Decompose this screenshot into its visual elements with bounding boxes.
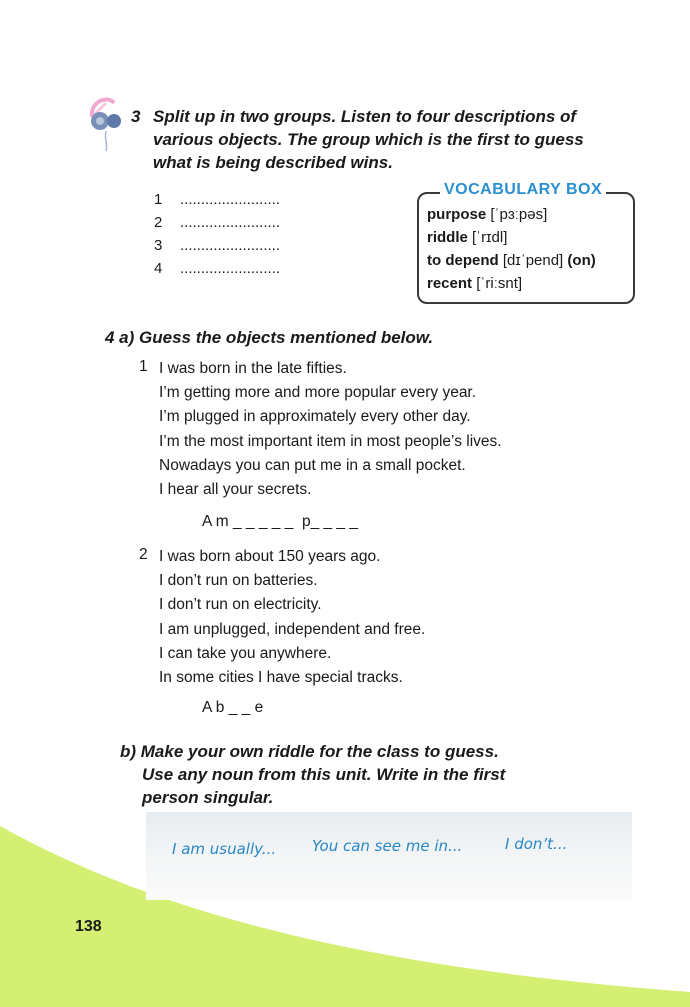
vocab-entry (427, 203, 596, 226)
riddle-line: I don’t run on electricity. (159, 596, 322, 614)
riddle-line: I was born in the late fifties. (159, 360, 347, 377)
riddle-line: I hear all your secrets. (159, 481, 312, 499)
riddle-1 (159, 357, 502, 502)
vocab-word: to depend (427, 252, 499, 269)
exercise-4b-instruction (120, 740, 505, 809)
instruction-line: what is being described wins. (153, 153, 393, 172)
blank-number: 4 (154, 260, 163, 277)
riddle-line: Nowadays you can put me in a small pocket. (159, 456, 466, 474)
exercise-4a-heading: 4 a) Guess the objects mentioned below. (105, 328, 434, 347)
riddle-line: I don’t run on batteries. (159, 572, 318, 590)
riddle-line: I’m getting more and more popular every year. (159, 384, 477, 402)
instruction-line: person singular. (142, 788, 274, 807)
instruction-line: b) Make your own riddle for the class to guess. (120, 742, 499, 761)
vocab-entry (427, 272, 596, 295)
vocab-word: recent (427, 275, 473, 292)
vocab-extra: (on) (567, 252, 596, 269)
riddle-line: In some cities I have special tracks. (159, 669, 403, 687)
vocab-entry (427, 249, 596, 272)
headphones-icon (84, 91, 128, 153)
blank-number: 2 (154, 214, 163, 231)
sentence-starter: You can see me in... (312, 837, 463, 855)
riddle-line: I’m plugged in approximately every other day. (159, 408, 471, 426)
vocab-ipa: [dɪˈpend] (502, 252, 564, 269)
blank-dots: ........................ (180, 214, 281, 231)
instruction-line: various objects. The group which is the first to guess (153, 130, 584, 149)
blank-dots: ........................ (180, 191, 281, 208)
vocabulary-entries (427, 203, 596, 295)
sentence-starter: I am usually... (172, 840, 277, 858)
answer-blanks-list (154, 188, 280, 280)
vocab-entry (427, 226, 596, 249)
vocab-ipa: [ˈrɪdl] (472, 229, 508, 246)
answer-blank[interactable] (154, 211, 280, 234)
instruction-line: Split up in two groups. Listen to four descriptions of (153, 107, 577, 126)
exercise-3-instruction (153, 105, 584, 174)
riddle-line: I am unplugged, independent and free. (159, 620, 426, 638)
blank-number: 1 (154, 191, 163, 208)
sentence-starter: I don’t... (505, 835, 568, 853)
exercise-3-number: 3 (131, 107, 141, 126)
riddle-1-answer: A m _ _ _ _ _ p_ _ _ _ (202, 513, 358, 530)
vocab-word: purpose (427, 206, 487, 223)
riddle-line: I’m the most important item in most people’s lives. (159, 432, 502, 450)
riddle-line: I was born about 150 years ago. (159, 548, 381, 565)
riddle-1-number: 1 (139, 358, 148, 375)
riddle-2-number: 2 (139, 546, 148, 563)
riddle-2 (159, 545, 425, 690)
answer-blank[interactable] (154, 234, 280, 257)
vocabulary-box-title: VOCABULARY BOX (440, 181, 606, 199)
blank-dots: ........................ (180, 260, 281, 277)
vocab-word: riddle (427, 229, 468, 246)
instruction-line: Use any noun from this unit. Write in the first (142, 765, 506, 784)
riddle-2-answer: A b _ _ e (202, 699, 264, 716)
blank-dots: ........................ (180, 237, 281, 254)
answer-blank[interactable] (154, 188, 280, 211)
riddle-line: I can take you anywhere. (159, 644, 332, 662)
answer-blank[interactable] (154, 257, 280, 280)
page-number: 138 (75, 918, 102, 935)
vocab-ipa: [ˈriːsnt] (476, 275, 523, 292)
vocab-ipa: [ˈpɜːpəs] (490, 206, 548, 223)
blank-number: 3 (154, 237, 163, 254)
